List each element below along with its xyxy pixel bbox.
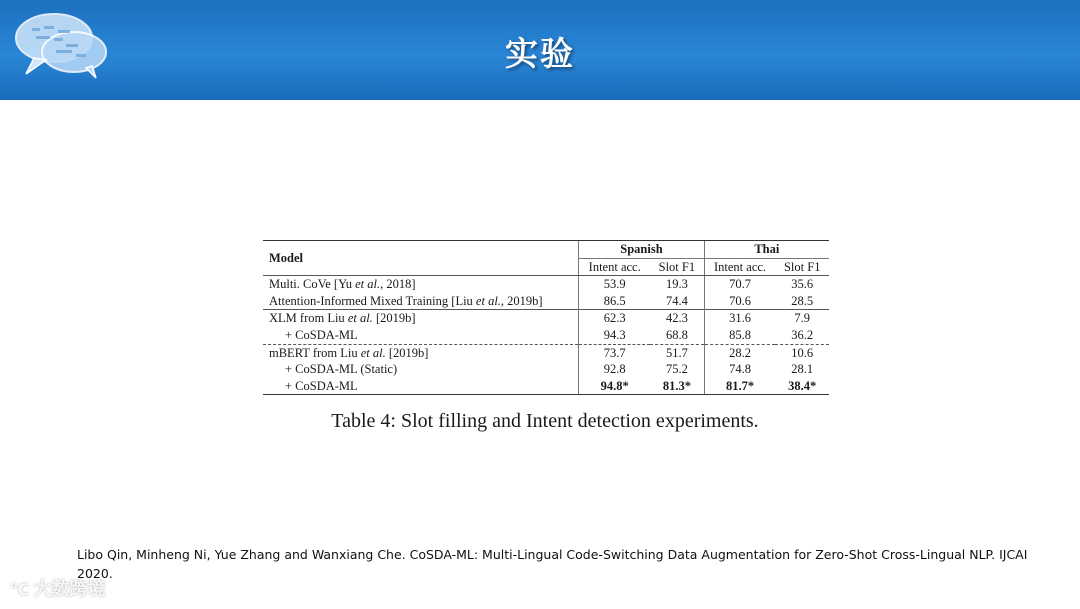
value-cell: 62.3 xyxy=(579,310,650,327)
value-cell: 38.4* xyxy=(775,378,829,395)
value-cell: 94.3 xyxy=(579,327,650,344)
value-cell: 28.1 xyxy=(791,362,814,377)
table-row xyxy=(263,310,829,327)
watermark xyxy=(10,575,160,603)
results-table xyxy=(263,240,829,395)
value-cell: 73.7 xyxy=(579,344,650,361)
header-group-thai: Thai xyxy=(704,241,829,259)
model-name-cell: mBERT from Liu et al. [2019b] xyxy=(263,344,579,361)
value-cell: 85.8 xyxy=(704,327,775,344)
citation-reference: Libo Qin, Minheng Ni, Yue Zhang and Wanxiang Che. CoSDA-ML: Multi-Lingual Code-Switching Data Augmentation for Zero-Shot Cross-Lingual NLP. IJCAI 2020. xyxy=(77,547,1028,581)
value-cell: 31.6 xyxy=(704,310,775,327)
header-model: Model xyxy=(263,241,579,276)
value-cell: 74.8 xyxy=(704,361,775,378)
table-caption: Table 4: Slot filling and Intent detection experiments. xyxy=(331,410,759,432)
value-cell: 70.6 xyxy=(704,293,775,310)
value-cell: 81.3* xyxy=(650,378,704,395)
model-name-cell: + CoSDA-ML xyxy=(285,327,358,342)
table-header-row xyxy=(263,241,829,259)
slide-header xyxy=(0,0,1080,100)
slide-title: 实验 xyxy=(505,34,575,73)
model-name-cell: + CoSDA-ML (Static) xyxy=(285,362,398,377)
value-cell: 94.8* xyxy=(579,378,650,395)
value-cell: 7.9 xyxy=(775,310,829,327)
table-row xyxy=(263,276,829,293)
value-cell: 68.8 xyxy=(665,327,688,342)
value-cell: 92.8 xyxy=(579,361,650,378)
value-cell: 75.2 xyxy=(665,362,688,377)
table-row xyxy=(263,378,829,395)
value-cell: 86.5 xyxy=(579,293,650,310)
value-cell: 42.3 xyxy=(650,310,704,327)
model-name-cell: + CoSDA-ML xyxy=(263,378,579,395)
watermark-text: 大数跨境 xyxy=(33,579,106,600)
value-cell: 53.9 xyxy=(579,276,650,293)
table-row xyxy=(263,344,829,361)
value-cell: 35.6 xyxy=(791,277,814,292)
table-row xyxy=(263,361,829,378)
header-subcol: Slot F1 xyxy=(775,258,829,276)
header-group-spanish: Spanish xyxy=(579,241,704,259)
model-name-cell: Attention-Informed Mixed Training [Liu et al., 2019b] xyxy=(269,293,543,308)
results-table-container xyxy=(263,240,829,395)
table-row xyxy=(263,327,829,344)
model-name-cell: XLM from Liu et al. [2019b] xyxy=(263,310,579,327)
value-cell: 70.7 xyxy=(704,276,775,293)
value-cell: 36.2 xyxy=(791,327,814,342)
header-subcol: Intent acc. xyxy=(579,258,650,276)
model-name-cell: Multi. CoVe [Yu et al., 2018] xyxy=(269,277,416,292)
table-row xyxy=(263,293,829,310)
value-cell: 28.5 xyxy=(791,293,814,308)
value-cell: 81.7* xyxy=(704,378,775,395)
value-cell: 51.7 xyxy=(650,344,704,361)
value-cell: 10.6 xyxy=(775,344,829,361)
header-subcol: Intent acc. xyxy=(704,258,775,276)
watermark-logo-icon: ℃ xyxy=(10,580,30,599)
value-cell: 74.4 xyxy=(665,293,688,308)
value-cell: 28.2 xyxy=(704,344,775,361)
value-cell: 19.3 xyxy=(665,277,688,292)
header-subcol: Slot F1 xyxy=(650,258,704,276)
